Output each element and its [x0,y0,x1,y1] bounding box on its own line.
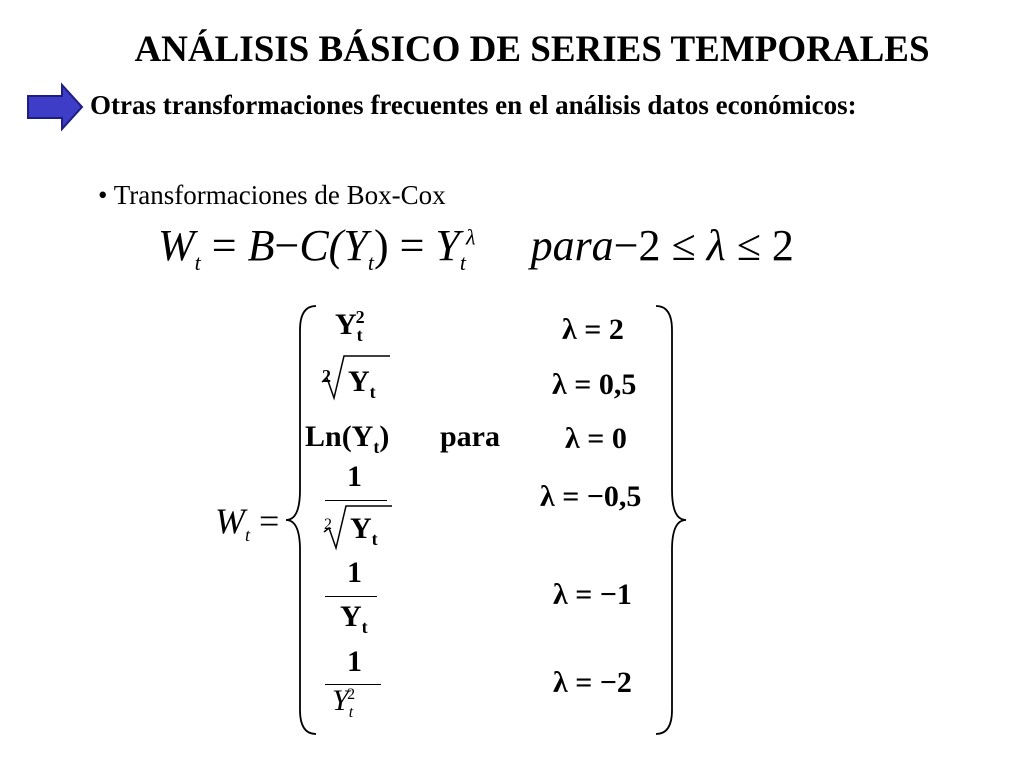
formula-neg2: −2 [613,221,661,270]
case-row-4-expr: $Y_t$ [350,512,378,549]
case-row-4-num: 1 [347,460,362,493]
box-cox-formula [158,220,794,275]
formula-b: B [247,221,275,270]
cases-lhs: $W_t$ = [215,501,280,546]
case-para: para [440,420,500,453]
bullet-text: • Transformaciones de Box-Cox [98,180,446,210]
case-row-4-index: 2 [324,516,332,533]
formula-w: W [158,221,195,270]
case-row-2-index: 2 [322,366,331,386]
case-row-2-expr: $Y_t$ [348,365,376,402]
case-row-1-cond: λ = 2 [562,313,624,346]
right-brace [650,300,690,740]
formula-leq: ≤ [671,221,696,270]
case-row-5-expr: $Y_t$ [340,600,368,637]
case-row-2-cond: λ = 0,5 [552,368,637,401]
formula-sub: t [367,249,374,275]
formula-sub: t [194,249,201,275]
left-brace [282,300,322,740]
page-title: ANÁLISIS BÁSICO DE SERIES TEMPORALES [134,29,930,70]
case-row-5-fraction-bar [325,596,377,597]
case-row-5-num: 1 [347,556,362,589]
case-row-4-cond: λ = −0,5 [540,480,642,513]
formula-two: 2 [771,221,794,270]
formula-minus: − [274,221,300,270]
formula-lambda-sup: λ [466,224,476,250]
formula-close: ) [373,221,389,270]
case-row-4-fraction-bar [325,500,387,501]
lead-text: Otras transformaciones frecuentes en el análisis datos económicos: [90,90,857,120]
formula-eq: = [399,221,425,270]
case-row-3-cond: λ = 0 [565,422,627,455]
case-row-6-num: 1 [347,645,362,678]
right-arrow-icon [26,82,84,132]
formula-sub: t [459,249,467,275]
formula-leq: ≤ [736,221,761,270]
case-row-6-expr: $Y_t^2$ [332,684,356,721]
case-row-1-expr: $Y_t^2$ [335,307,365,345]
case-row-5-cond: λ = −1 [553,578,632,611]
formula-para: para [530,221,614,270]
case-row-6-cond: λ = −2 [553,666,632,699]
formula-c: C(Y [299,221,368,270]
case-row-3-expr: $Ln(Y_t)$ [305,420,390,457]
formula-lambda: λ [706,221,726,270]
formula-eq: = [211,221,237,270]
formula-y: Y [435,221,460,270]
